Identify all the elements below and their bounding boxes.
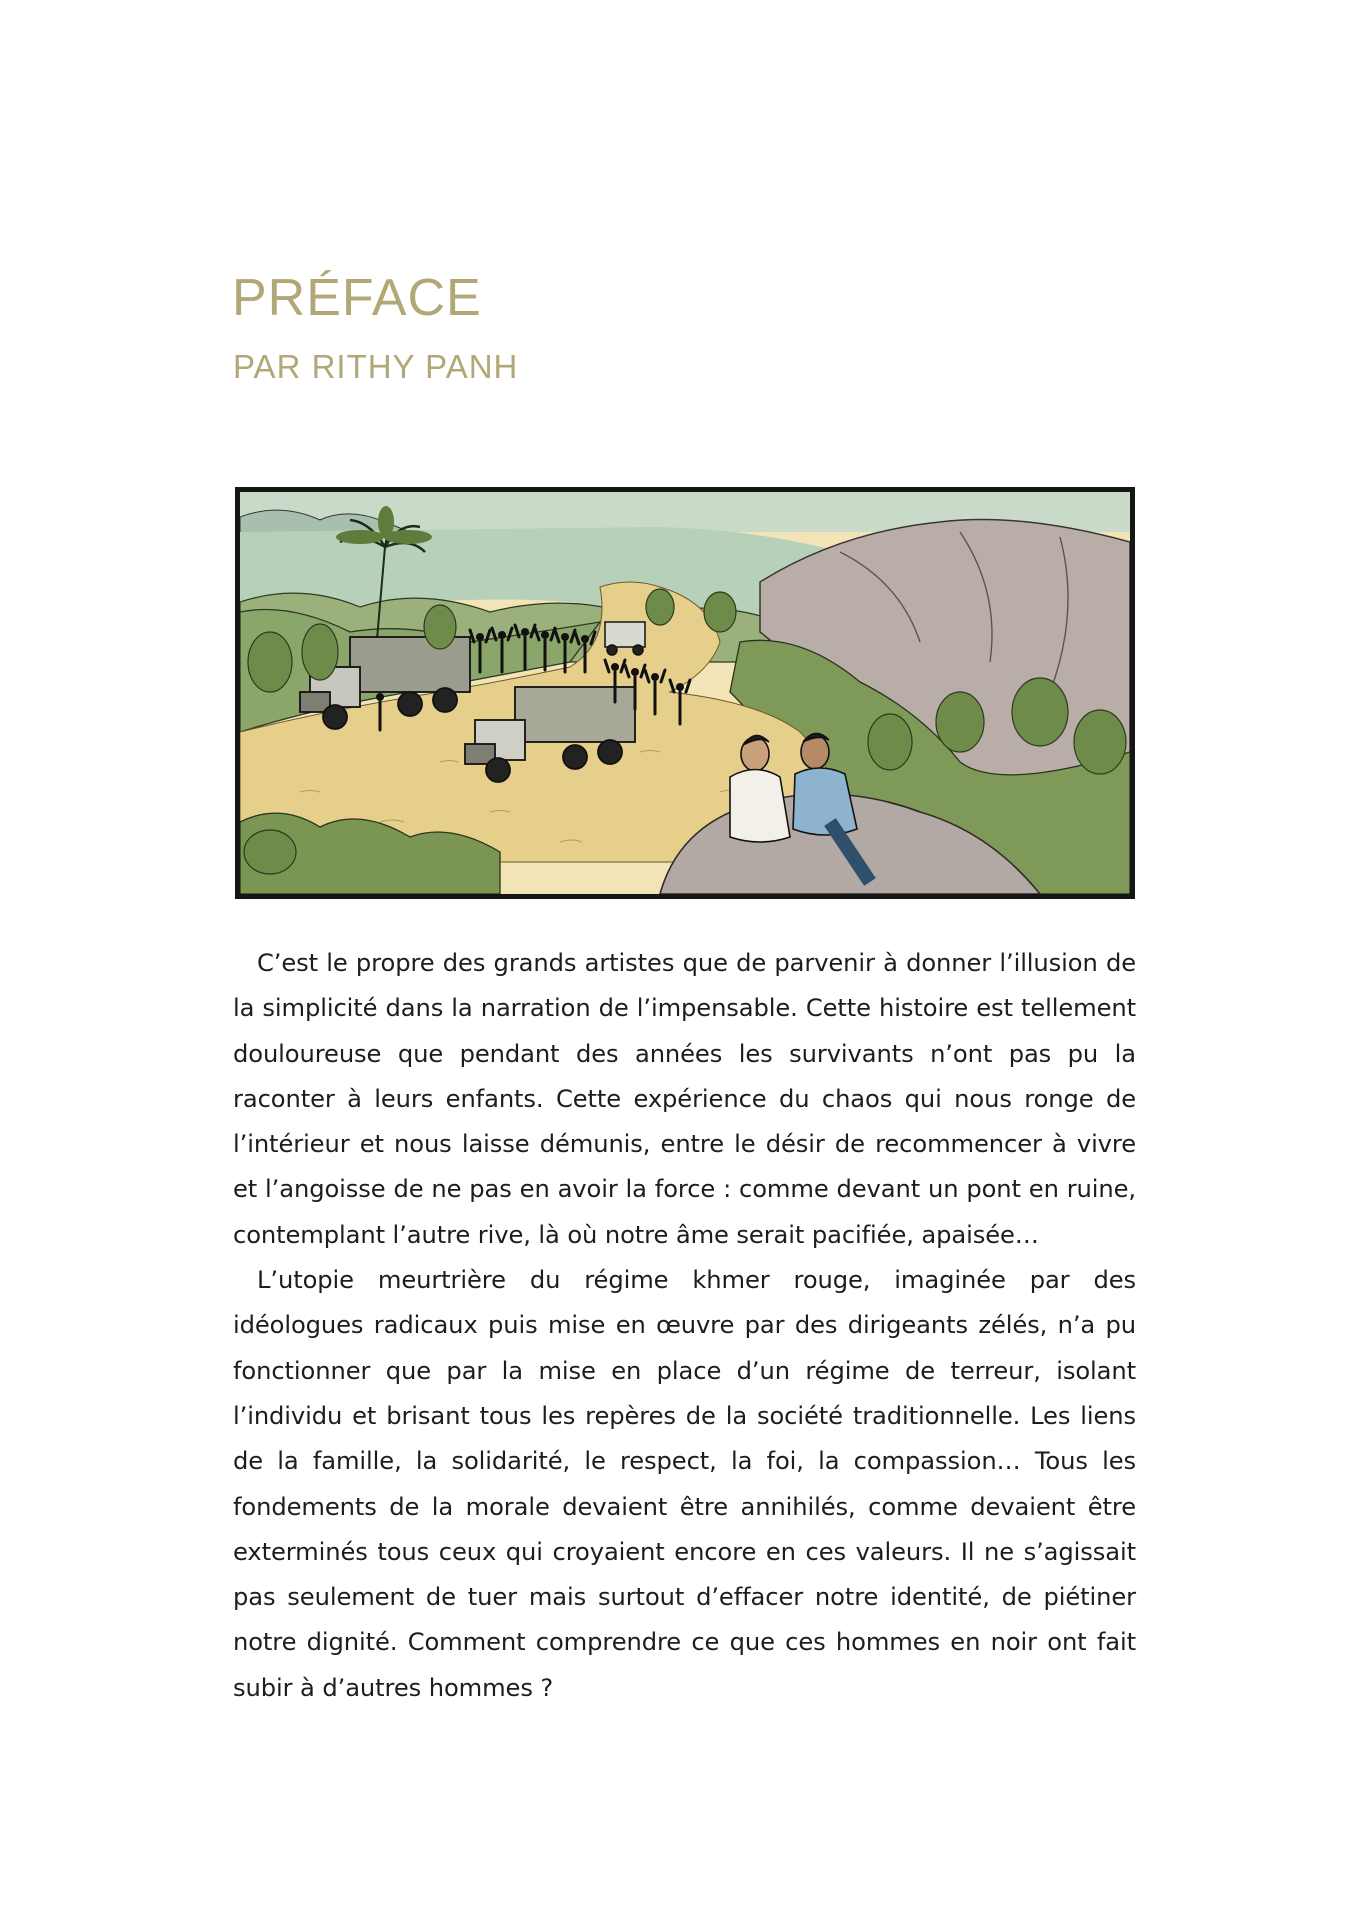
page-subtitle: PAR RITHY PANH: [233, 348, 519, 385]
paragraph: L’utopie meurtrière du régime khmer rouge, imaginée par des idéologues radicaux puis mise en œuvre par des dirigeants zélés, n’a pu fonctionner que par la mise en place d’un régime de terreur, isolant l’individu et brisant tous les repères de la société traditionnelle. Les liens de la famille, la solidarité, le respect, la foi, la compassion… Tous les fondements de la morale devaient être annihilés, comme devaient être exterminés tous ceux qui croyaient encore en ces valeurs. Il ne s’agissait pas seulement de tuer mais surtout d’effacer notre identité, de piétiner notre dignité. Comment comprendre ce que ces hommes en noir ont fait subir à d’autres hommes ?: [233, 1266, 1136, 1702]
jungle-illustration: [235, 487, 1135, 899]
paragraph: C’est le propre des grands artistes que de parvenir à donner l’illusion de la simplicité dans la narration de l’impensable. Cette histoire est tellement douloureuse que pendant des années les survivants n’ont pas pu la raconter à leurs enfants. Cette expérience du chaos qui nous ronge de l’intérieur et nous laisse démunis, entre le désir de recommencer à vivre et l’angoisse de ne pas en avoir la force : comme devant un pont en ruine, contemplant l’autre rive, là où notre âme serait pacifiée, apaisée…: [233, 949, 1136, 1249]
page-title: PRÉFACE: [232, 269, 482, 327]
preface-text: [233, 941, 1136, 1711]
illustration-drawing: [240, 492, 1130, 894]
